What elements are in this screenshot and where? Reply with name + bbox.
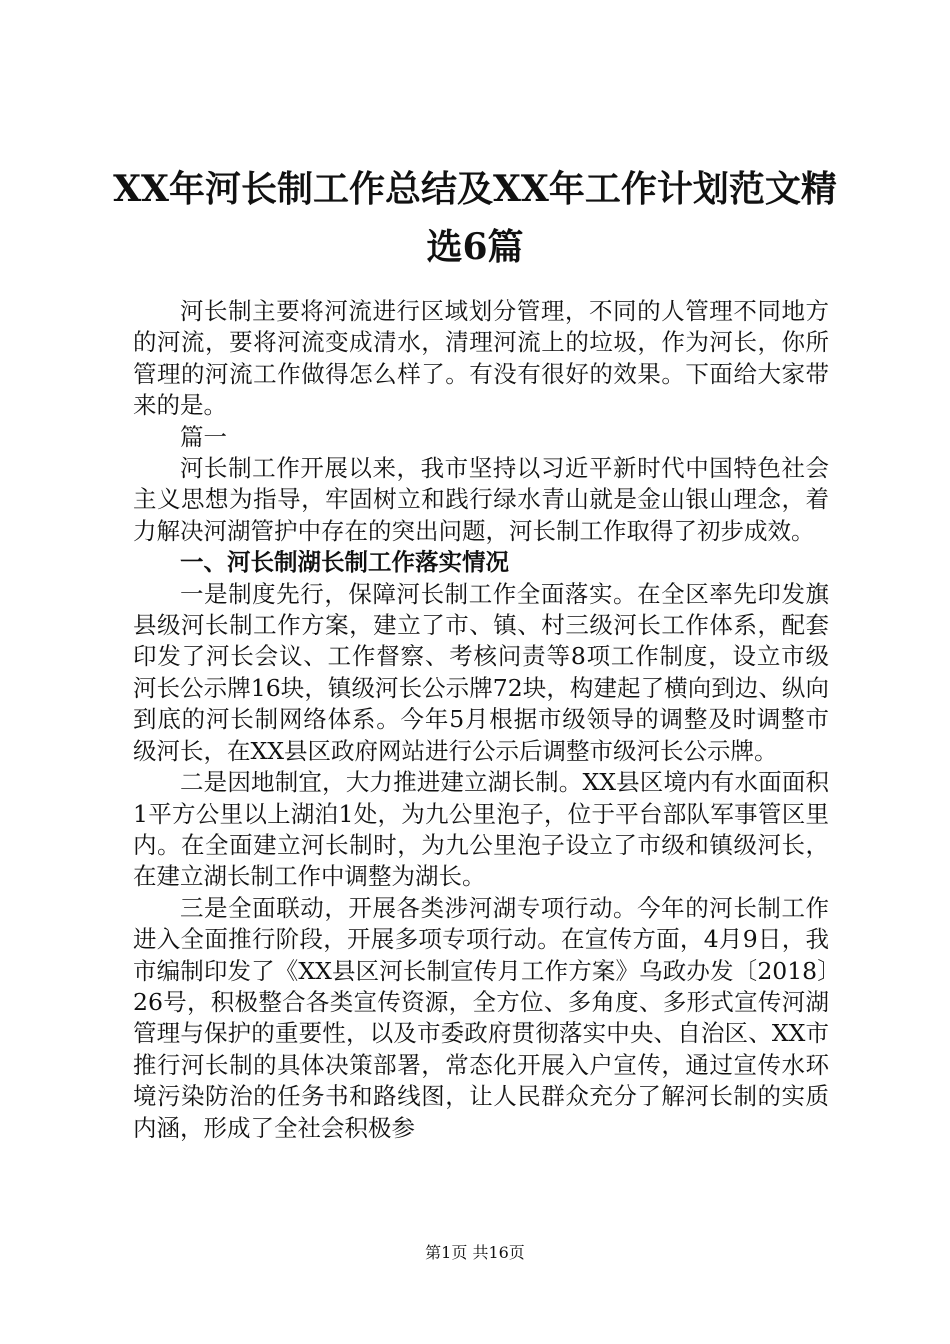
section-label: 篇一: [180, 422, 227, 451]
body-paragraph: 二是因地制宜，大力推进建立湖长制。XX县区境内有水面面积1平方公里以上湖泊1处，为九公里泡子，位于平台部队军事管区里内。在全面建立河长制时，为九公里泡子设立了市级和镇级河长，在建立湖长制工作中调整为湖长。: [133, 768, 829, 891]
document-body: [133, 296, 829, 1144]
intro-paragraph: 河长制主要将河流进行区域划分管理，不同的人管理不同地方的河流，要将河流变成清水，清理河流上的垃圾，作为河长，你所管理的河流工作做得怎么样了。有没有很好的效果。下面给大家带来的是。: [133, 297, 829, 420]
body-paragraph: 河长制工作开展以来，我市坚持以习近平新时代中国特色社会主义思想为指导，牢固树立和践行绿水青山就是金山银山理念，着力解决河湖管护中存在的突出问题，河长制工作取得了初步成效。: [133, 454, 829, 545]
section-heading: 一、河长制湖长制工作落实情况: [180, 548, 509, 577]
body-paragraph: 三是全面联动，开展各类涉河湖专项行动。今年的河长制工作进入全面推行阶段，开展多项专项行动。在宣传方面，4月9日，我市编制印发了《XX县区河长制宣传月工作方案》乌政办发〔2018〕26号，积极整合各类宣传资源，全方位、多角度、多形式宣传河湖管理与保护的重要性，以及市委政府贯彻落实中央、自治区、XX市推行河长制的具体决策部署，常态化开展入户宣传，通过宣传水环境污染防治的任务书和路线图，让人民群众充分了解河长制的实质内涵，形成了全社会积极参: [133, 893, 829, 1142]
page-footer: 第1页 共16页: [425, 1243, 525, 1262]
document-title: XX年河长制工作总结及XX年工作计划范文精选6篇: [113, 168, 837, 268]
body-paragraph: 一是制度先行，保障河长制工作全面落实。在全区率先印发旗县级河长制工作方案，建立了市、镇、村三级河长工作体系，配套印发了河长会议、工作督察、考核问责等8项工作制度，设立市级河长公示牌16块，镇级河长公示牌72块，构建起了横向到边、纵向到底的河长制网络体系。今年5月根据市级领导的调整及时调整市级河长，在XX县区政府网站进行公示后调整市级河长公示牌。: [133, 579, 829, 765]
